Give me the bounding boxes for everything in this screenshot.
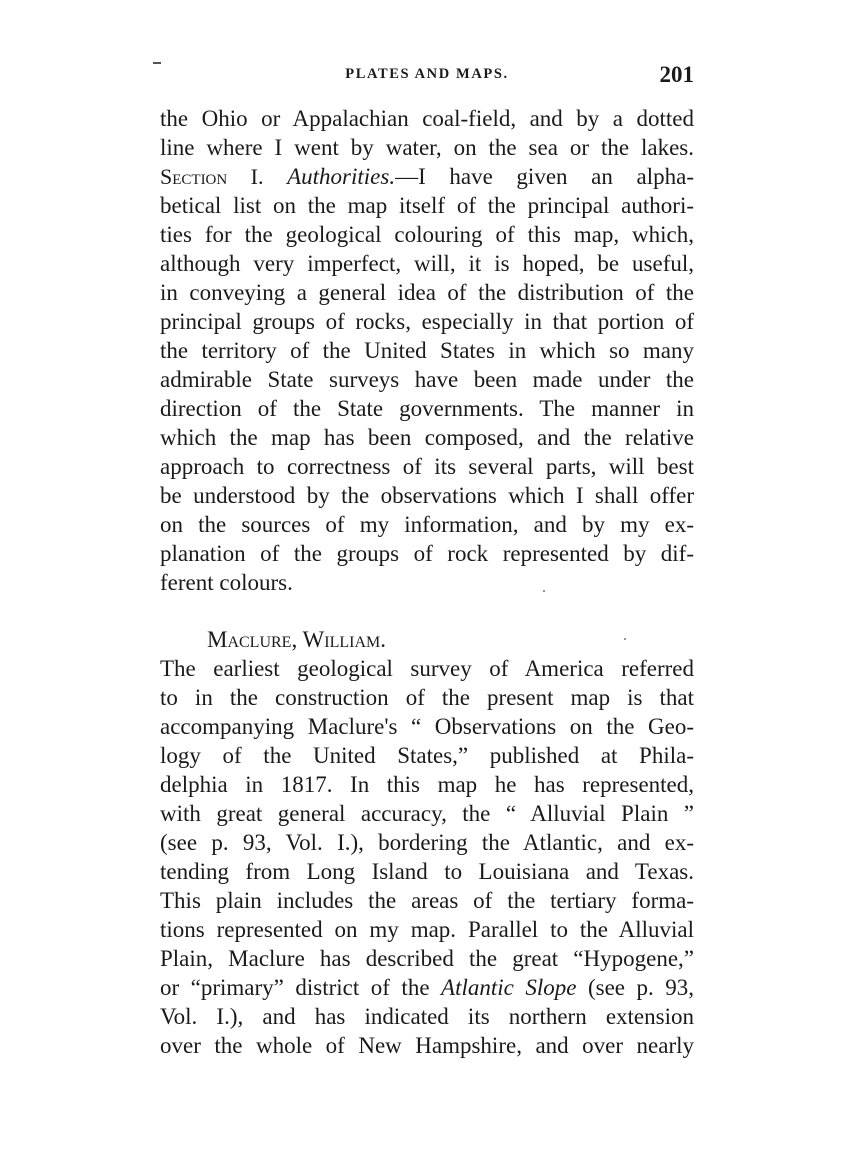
paragraph-gap bbox=[160, 597, 694, 625]
page-number: 201 bbox=[659, 62, 694, 87]
text-line: approach to correctness of its several parts, will best bbox=[160, 454, 694, 479]
text-line: the territory of the United States in which so many bbox=[160, 338, 694, 363]
text-line: ties for the geological colouring of this map, which, bbox=[160, 222, 694, 247]
running-head bbox=[160, 62, 694, 90]
section-line bbox=[160, 162, 694, 191]
text-line: with great general accuracy, the “ Alluvial Plain ” bbox=[160, 801, 694, 826]
slope-line bbox=[160, 973, 694, 1002]
text-line: line where I went by water, on the sea or the lakes. bbox=[160, 135, 694, 160]
text-line: (see p. 93, Vol. I.), bordering the Atlantic, and ex- bbox=[160, 830, 694, 855]
text-line: over the whole of New Hampshire, and over nearly bbox=[160, 1033, 694, 1058]
text-line: although very imperfect, will, it is hoped, be useful, bbox=[160, 251, 694, 276]
text-line: tions represented on my map. Parallel to the Alluvial bbox=[160, 917, 694, 942]
section-rest: —I have given an alpha- bbox=[395, 164, 694, 189]
text-line: direction of the State governments. The manner in bbox=[160, 396, 694, 421]
section-label: Section I. bbox=[160, 164, 264, 189]
slope-before: or “primary” district of the bbox=[160, 975, 442, 1000]
text-line: which the map has been composed, and the relative bbox=[160, 425, 694, 450]
text-line: be understood by the observations which I shall offer bbox=[160, 483, 694, 508]
body-text bbox=[160, 104, 694, 1060]
text-line: planation of the groups of rock represented by dif- bbox=[160, 541, 694, 566]
text-line: tending from Long Island to Louisiana and Texas. bbox=[160, 859, 694, 884]
text-line: on the sources of my information, and by my ex- bbox=[160, 512, 694, 537]
text-line: in conveying a general idea of the distribution of the bbox=[160, 280, 694, 305]
text-line: betical list on the map itself of the principal authori- bbox=[160, 193, 694, 218]
print-speck bbox=[624, 638, 626, 640]
author-heading: Maclure, William. bbox=[207, 627, 386, 652]
running-title: PLATES AND MAPS. bbox=[345, 66, 509, 82]
text-line: delphia in 1817. In this map he has represented, bbox=[160, 772, 694, 797]
section-title: Authorities. bbox=[287, 164, 396, 189]
print-speck bbox=[543, 590, 545, 592]
text-line: accompanying Maclure's “ Observations on the Geo- bbox=[160, 714, 694, 739]
slope-after: (see p. 93, bbox=[576, 975, 694, 1000]
text-line: the Ohio or Appalachian coal-field, and by a dotted bbox=[160, 106, 694, 131]
slope-italic: Atlantic Slope bbox=[441, 975, 577, 1000]
text-line: This plain includes the areas of the tertiary forma- bbox=[160, 888, 694, 913]
text-line: ferent colours. bbox=[160, 570, 293, 595]
text-line: logy of the United States,” published at Phila- bbox=[160, 743, 694, 768]
text-line: admirable State surveys have been made under the bbox=[160, 367, 694, 392]
text-line: principal groups of rocks, especially in that portion of bbox=[160, 309, 694, 334]
text-line: The earliest geological survey of America referred bbox=[160, 656, 694, 681]
text-line: to in the construction of the present map is that bbox=[160, 685, 694, 710]
text-line: Plain, Maclure has described the great “Hypogene,” bbox=[160, 946, 694, 971]
text-line: Vol. I.), and has indicated its northern extension bbox=[160, 1004, 694, 1029]
